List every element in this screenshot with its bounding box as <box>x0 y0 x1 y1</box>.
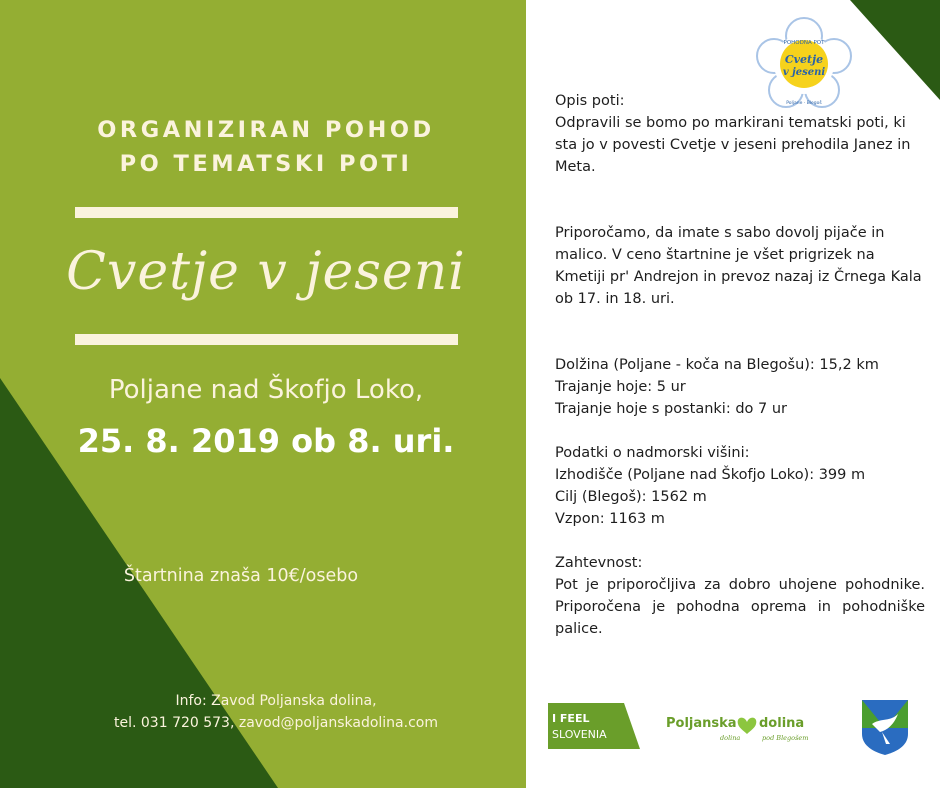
contact-info <box>40 690 512 734</box>
coat-of-arms-icon <box>860 698 910 756</box>
ifeel-line-2: SLOVENIA <box>552 728 607 741</box>
contact-line-2: tel. 031 720 573, zavod@poljanskadolina.com <box>114 715 438 731</box>
badge-title-1: Cvetje <box>784 53 824 66</box>
length-info: Dolžina (Poljane - koča na Blegošu): 15,2 km <box>555 357 879 373</box>
difficulty-text: Pot je priporočljiva za dobro uhojene pohodnike. Priporočena je pohodna oprema in pohodniške palice. <box>555 577 925 637</box>
poljanska-dolina-logo <box>666 710 816 744</box>
heart-icon <box>738 718 757 734</box>
trail-description <box>555 90 925 640</box>
pd-tagline-1: dolina <box>720 734 741 742</box>
altitude-heading: Podatki o nadmorski višini: <box>555 445 750 461</box>
event-place: Poljane nad Škofjo Loko, <box>108 375 424 405</box>
entry-fee: Štartnina znaša 10€/osebo <box>123 566 359 586</box>
altitude-start: Izhodišče (Poljane nad Škofjo Loko): 399 m <box>555 467 866 483</box>
corner-triangle <box>850 0 940 100</box>
recommend-text: Priporočamo, da imate s sabo dovolj pijače in malico. V ceno štartnine je všet prigrizek na Kmetiji pr' Andrejon in prevoz nazaj iz Črnega Kala ob 17. in 18. uri. <box>555 225 922 307</box>
opis-heading: Opis poti: <box>555 93 625 109</box>
contact-line-1: Info: Zavod Poljanska dolina, <box>175 693 377 709</box>
ifeel-line-1: I FEEL <box>552 712 590 725</box>
altitude-goal: Cilj (Blegoš): 1562 m <box>555 489 707 505</box>
badge-top-text: POHODNA POT <box>783 40 825 46</box>
heading-line-1: ORGANIZIRAN POHOD <box>97 117 435 143</box>
divider-top <box>75 207 458 218</box>
event-date: 25. 8. 2019 ob 8. uri. <box>77 422 455 460</box>
badge-bottom-text: Poljane · Blegoš <box>786 101 822 106</box>
pd-name-1: Poljanska <box>666 716 737 731</box>
pd-tagline-2: pod Blegošem <box>762 734 809 742</box>
altitude-climb: Vzpon: 1163 m <box>555 511 665 527</box>
difficulty-heading: Zahtevnost: <box>555 555 643 571</box>
heading-line-2: PO TEMATSKI POTI <box>119 151 413 177</box>
duration-stops-info: Trajanje hoje s postanki: do 7 ur <box>555 401 787 417</box>
badge-title-2: v jeseni <box>782 67 826 78</box>
i-feel-slovenia-logo <box>548 703 640 749</box>
duration-info: Trajanje hoje: 5 ur <box>555 379 686 395</box>
script-title: Cvetje v jeseni <box>66 242 466 302</box>
pd-name-2: dolina <box>759 716 805 731</box>
divider-bottom <box>75 334 458 345</box>
opis-text: Odpravili se bomo po markirani tematski poti, ki sta jo v povesti Cvetje v jeseni prehodila Janez in Meta. <box>555 115 911 175</box>
